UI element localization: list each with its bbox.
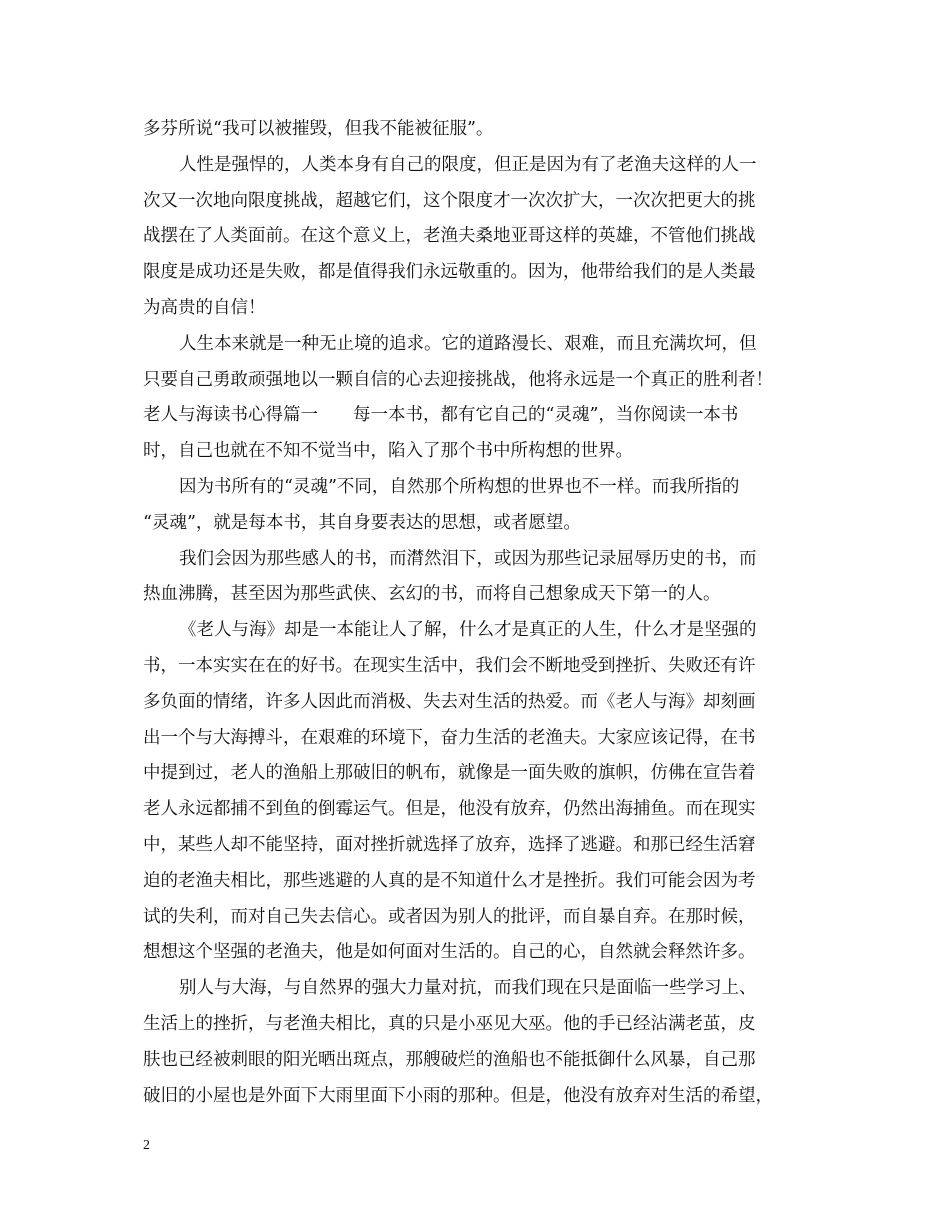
text-line: 出一个与大海搏斗，在艰难的环境下，奋力生活的老渔夫。大家应该记得，在书 bbox=[143, 727, 756, 748]
text-line: 次又一次地向限度挑战，超越它们，这个限度才一次次扩大，一次次把更大的挑 bbox=[143, 190, 756, 211]
text-line: 多负面的情绪，许多人因此而消极、失去对生活的热爱。而《老人与海》却刻画 bbox=[143, 691, 756, 712]
text-line: 中提到过，老人的渔船上那破旧的帆布，就像是一面失败的旗帜，仿佛在宣告着 bbox=[143, 763, 756, 784]
text-line: 生活上的挫折，与老渔夫相比，真的只是小巫见大巫。他的手已经沾满老茧，皮 bbox=[143, 1013, 756, 1034]
text-line: 多芬所说“我可以被摧毁，但我不能被征服”。 bbox=[143, 119, 494, 139]
text-line: 老人永远都捕不到鱼的倒霉运气。但是，他没有放弃，仍然出海捕鱼。而在现实 bbox=[143, 799, 756, 820]
text-line: 战摆在了人类面前。在这个意义上，老渔夫桑地亚哥这样的英雄，不管他们挑战 bbox=[143, 226, 756, 247]
text-line: 只要自己勇敢顽强地以一颗自信的心去迎接挑战，他将永远是一个真正的胜利者！ bbox=[143, 369, 773, 390]
text-line: 破旧的小屋也是外面下大雨里面下小雨的那种。但是，他没有放弃对生活的希望， bbox=[143, 1085, 773, 1106]
section-heading-line: 老人与海读书心得篇一 每一本书，都有它自己的“灵魂”，当你阅读一本书 bbox=[143, 405, 739, 426]
body-text bbox=[143, 112, 823, 1114]
text-line: 因为书所有的“灵魂”不同，自然那个所构想的世界也不一样。而我所指的 bbox=[179, 476, 740, 497]
text-line: 人生本来就是一种无止境的追求。它的道路漫长、艰难，而且充满坎坷，但 bbox=[179, 333, 757, 354]
text-line: 想想这个坚强的老渔夫，他是如何面对生活的。自己的心，自然就会释然许多。 bbox=[143, 942, 756, 963]
text-line: “灵魂”，就是每本书，其自身要表达的思想，或者愿望。 bbox=[143, 512, 581, 533]
text-line: 别人与大海，与自然界的强大力量对抗，而我们现在只是面临一些学习上、 bbox=[179, 978, 757, 999]
text-line: 中，某些人却不能坚持，面对挫折就选择了放弃，选择了逃避。和那已经生活窘 bbox=[143, 834, 756, 855]
page-number: 2 bbox=[143, 1138, 150, 1153]
text-line: 我们会因为那些感人的书，而潸然泪下，或因为那些记录屈辱历史的书，而 bbox=[179, 548, 757, 569]
text-line: 《老人与海》却是一本能让人了解，什么才是真正的人生，什么才是坚强的 bbox=[179, 620, 757, 641]
text-line: 迫的老渔夫相比，那些逃避的人真的是不知道什么才是挫折。我们可能会因为考 bbox=[143, 870, 756, 891]
text-line: 人性是强悍的，人类本身有自己的限度，但正是因为有了老渔夫这样的人一 bbox=[179, 154, 757, 175]
text-line: 热血沸腾，甚至因为那些武侠、玄幻的书，而将自己想象成天下第一的人。 bbox=[143, 584, 721, 605]
text-line: 书，一本实实在在的好书。在现实生活中，我们会不断地受到挫折、失败还有许 bbox=[143, 655, 756, 676]
text-line: 限度是成功还是失败，都是值得我们永远敬重的。因为，他带给我们的是人类最 bbox=[143, 262, 756, 283]
text-line: 为高贵的自信！ bbox=[143, 297, 266, 318]
text-line: 试的失利，而对自己失去信心。或者因为别人的批评，而自暴自弃。在那时候， bbox=[143, 906, 756, 927]
text-line: 肤也已经被刺眼的阳光晒出斑点，那艘破烂的渔船也不能抵御什么风暴，自己那 bbox=[143, 1049, 756, 1070]
text-line: 时，自己也就在不知不觉当中，陷入了那个书中所构想的世界。 bbox=[143, 441, 633, 462]
